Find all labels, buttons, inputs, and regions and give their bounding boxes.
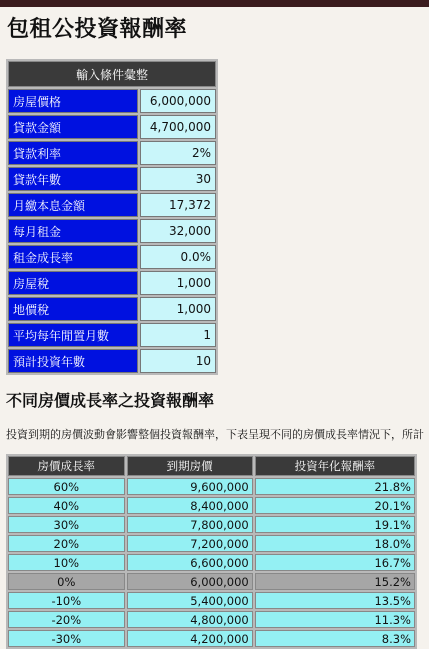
input-row [8, 219, 216, 243]
input-value: 32,000 [140, 219, 216, 243]
roi-cell: 21.8% [255, 478, 415, 495]
growth-cell: 0% [8, 573, 125, 590]
growth-cell: -20% [8, 611, 125, 628]
input-value: 4,700,000 [140, 115, 216, 139]
column-header-roi: 投資年化報酬率 [255, 456, 415, 476]
input-row [8, 193, 216, 217]
price-cell: 6,000,000 [127, 573, 253, 590]
input-row [8, 271, 216, 295]
table-row [8, 478, 415, 495]
input-label: 房屋稅 [8, 271, 138, 295]
input-summary-header: 輸入條件彙整 [8, 61, 216, 87]
input-row [8, 323, 216, 347]
price-cell: 6,600,000 [127, 554, 253, 571]
input-value: 1 [140, 323, 216, 347]
growth-cell: 30% [8, 516, 125, 533]
input-label: 租金成長率 [8, 245, 138, 269]
input-value: 1,000 [140, 297, 216, 321]
roi-cell: 20.1% [255, 497, 415, 514]
input-row [8, 349, 216, 373]
price-cell: 4,800,000 [127, 611, 253, 628]
table-row [8, 630, 415, 647]
input-summary-table [6, 59, 218, 375]
roi-cell: 15.2% [255, 573, 415, 590]
roi-cell: 19.1% [255, 516, 415, 533]
roi-cell: 18.0% [255, 535, 415, 552]
input-label: 平均每年閒置月數 [8, 323, 138, 347]
growth-cell: 10% [8, 554, 125, 571]
input-label: 房屋價格 [8, 89, 138, 113]
input-label: 月繳本息金額 [8, 193, 138, 217]
input-value: 17,372 [140, 193, 216, 217]
input-row [8, 115, 216, 139]
input-label: 貸款年數 [8, 167, 138, 191]
price-cell: 7,800,000 [127, 516, 253, 533]
input-row [8, 141, 216, 165]
input-row [8, 167, 216, 191]
table-row [8, 516, 415, 533]
table-row [8, 497, 415, 514]
growth-cell: -30% [8, 630, 125, 647]
input-value: 10 [140, 349, 216, 373]
top-bar [0, 0, 429, 7]
table-row [8, 611, 415, 628]
roi-results-table [6, 454, 417, 649]
roi-cell: 16.7% [255, 554, 415, 571]
column-header-growth: 房價成長率 [8, 456, 125, 476]
growth-cell: 40% [8, 497, 125, 514]
section-title: 不同房價成長率之投資報酬率 [6, 391, 215, 410]
growth-cell: 60% [8, 478, 125, 495]
column-header-price: 到期房價 [127, 456, 253, 476]
input-label: 貸款利率 [8, 141, 138, 165]
input-row [8, 297, 216, 321]
price-cell: 8,400,000 [127, 497, 253, 514]
roi-cell: 13.5% [255, 592, 415, 609]
price-cell: 4,200,000 [127, 630, 253, 647]
input-label: 貸款金額 [8, 115, 138, 139]
growth-cell: 20% [8, 535, 125, 552]
input-row [8, 89, 216, 113]
table-row [8, 592, 415, 609]
input-value: 1,000 [140, 271, 216, 295]
price-cell: 9,600,000 [127, 478, 253, 495]
roi-cell: 8.3% [255, 630, 415, 647]
input-value: 30 [140, 167, 216, 191]
input-row [8, 245, 216, 269]
table-row [8, 535, 415, 552]
input-label: 預計投資年數 [8, 349, 138, 373]
roi-cell: 11.3% [255, 611, 415, 628]
table-row [8, 554, 415, 571]
growth-cell: -10% [8, 592, 125, 609]
price-cell: 7,200,000 [127, 535, 253, 552]
input-value: 6,000,000 [140, 89, 216, 113]
input-value: 2% [140, 141, 216, 165]
page-title: 包租公投資報酬率 [7, 17, 188, 42]
price-cell: 5,400,000 [127, 592, 253, 609]
input-value: 0.0% [140, 245, 216, 269]
table-row-baseline [8, 573, 415, 590]
section-description: 投資到期的房價波動會影響整個投資報酬率，下表呈現不同的房價成長率情況下，所計 [6, 428, 424, 441]
input-label: 地價稅 [8, 297, 138, 321]
input-label: 每月租金 [8, 219, 138, 243]
